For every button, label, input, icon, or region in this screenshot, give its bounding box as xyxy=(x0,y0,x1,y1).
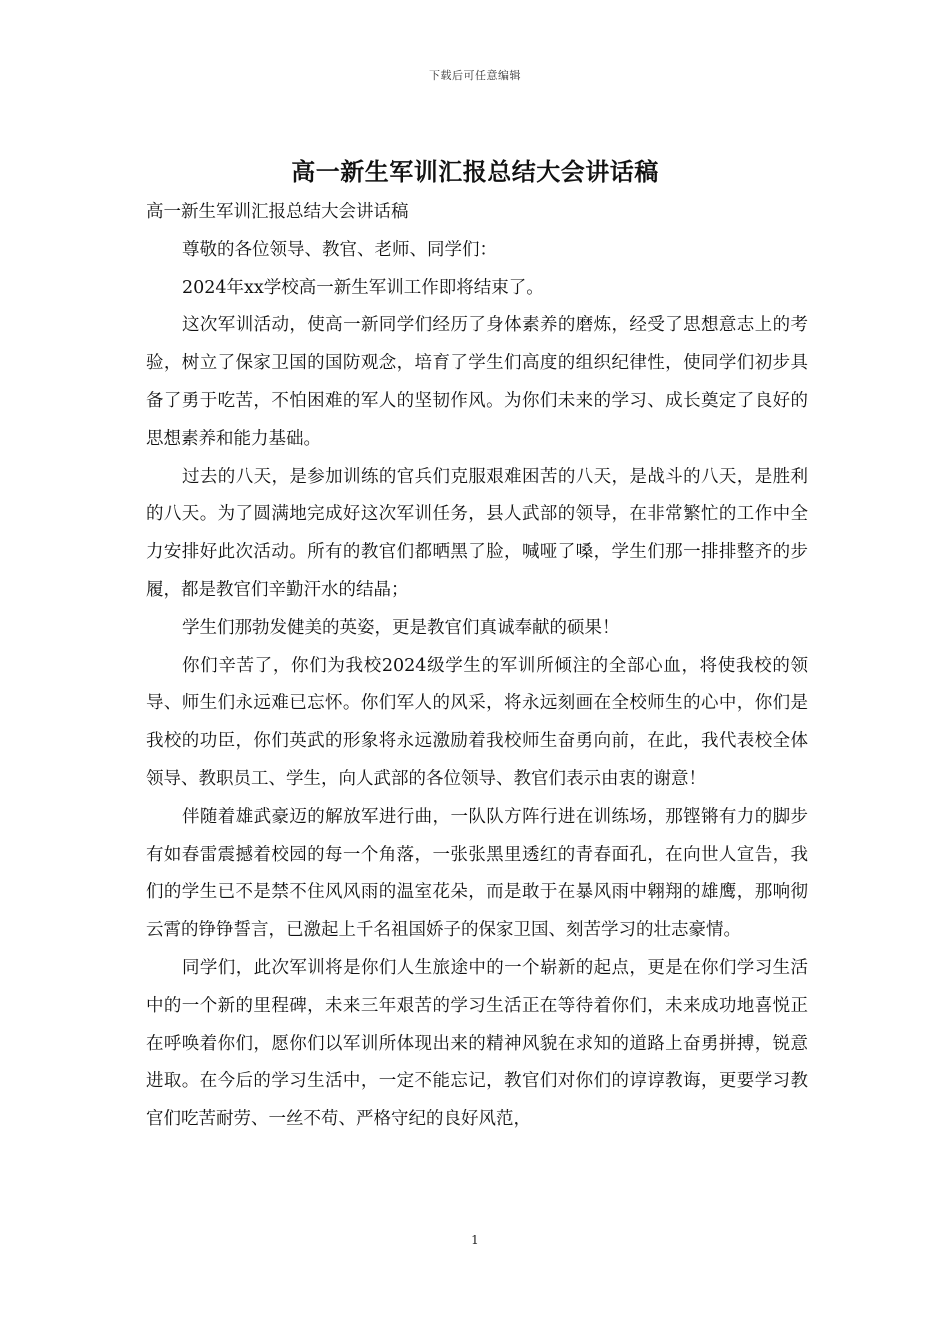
body-paragraph: 同学们，此次军训将是你们人生旅途中的一个崭新的起点，更是在你们学习生活中的一个新的里程碑，未来三年艰苦的学习生活正在等待着你们，未来成功地喜悦正在呼唤着你们，愿你们以军训所体现出来的精神风貌在求知的道路上奋勇拼搏，锐意进取。在今后的学习生活中，一定不能忘记，教官们对你们的谆谆教诲，更要学习教官们吃苦耐劳、一丝不苟、严格守纪的良好风范， xyxy=(146,957,808,1130)
body-paragraph: 这次军训活动，使高一新同学们经历了身体素养的磨炼，经受了思想意志上的考验，树立了保家卫国的国防观念，培育了学生们高度的组织纪律性，使同学们初步具备了勇于吃苦，不怕困难的军人的坚韧作风。为你们未来的学习、成长奠定了良好的思想素养和能力基础。 xyxy=(146,315,808,449)
body-paragraph: 过去的八天，是参加训练的官兵们克服艰难困苦的八天，是战斗的八天，是胜利的八天。为了圆满地完成好这次军训任务，县人武部的领导，在非常繁忙的工作中全力安排好此次活动。所有的教官们都晒黑了脸，喊哑了嗓，学生们那一排排整齐的步履，都是教官们辛勤汗水的结晶； xyxy=(146,466,808,600)
body-paragraph: 伴随着雄武豪迈的解放军进行曲，一队队方阵行进在训练场，那铿锵有力的脚步有如春雷震撼着校园的每一个角落，一张张黑里透红的青春面孔，在向世人宣告，我们的学生已不是禁不住风风雨的温室花朵，而是敢于在暴风雨中翱翔的雄鹰，那响彻云霄的铮铮誓言，已激起上千名祖国娇子的保家卫国、刻苦学习的壮志豪情。 xyxy=(146,806,808,941)
document-body xyxy=(146,194,808,1139)
body-paragraph: 学生们那勃发健美的英姿，更是教官们真诚奉献的硕果！ xyxy=(182,617,620,638)
body-paragraph-salutation: 尊敬的各位领导、教官、老师、同学们： xyxy=(182,239,497,260)
body-paragraph: 2024年xx学校高一新生军训工作即将结束了。 xyxy=(182,277,544,298)
body-paragraph-subtitle: 高一新生军训汇报总结大会讲话稿 xyxy=(146,202,409,222)
body-paragraph: 你们辛苦了，你们为我校2024级学生的军训所倾注的全部心血，将使我校的领导、师生们永远难已忘怀。你们军人的风采，将永远刻画在全校师生的心中，你们是我校的功臣，你们英武的形象将永远激励着我校师生奋勇向前，在此，我代表校全体领导、教职员工、学生，向人武部的各位领导、教官们表示由衷的谢意！ xyxy=(146,655,808,789)
page-header-note: 下载后可任意编辑 xyxy=(429,69,521,82)
document-title: 高一新生军训汇报总结大会讲话稿 xyxy=(291,157,659,186)
page-number: 1 xyxy=(471,1233,479,1247)
